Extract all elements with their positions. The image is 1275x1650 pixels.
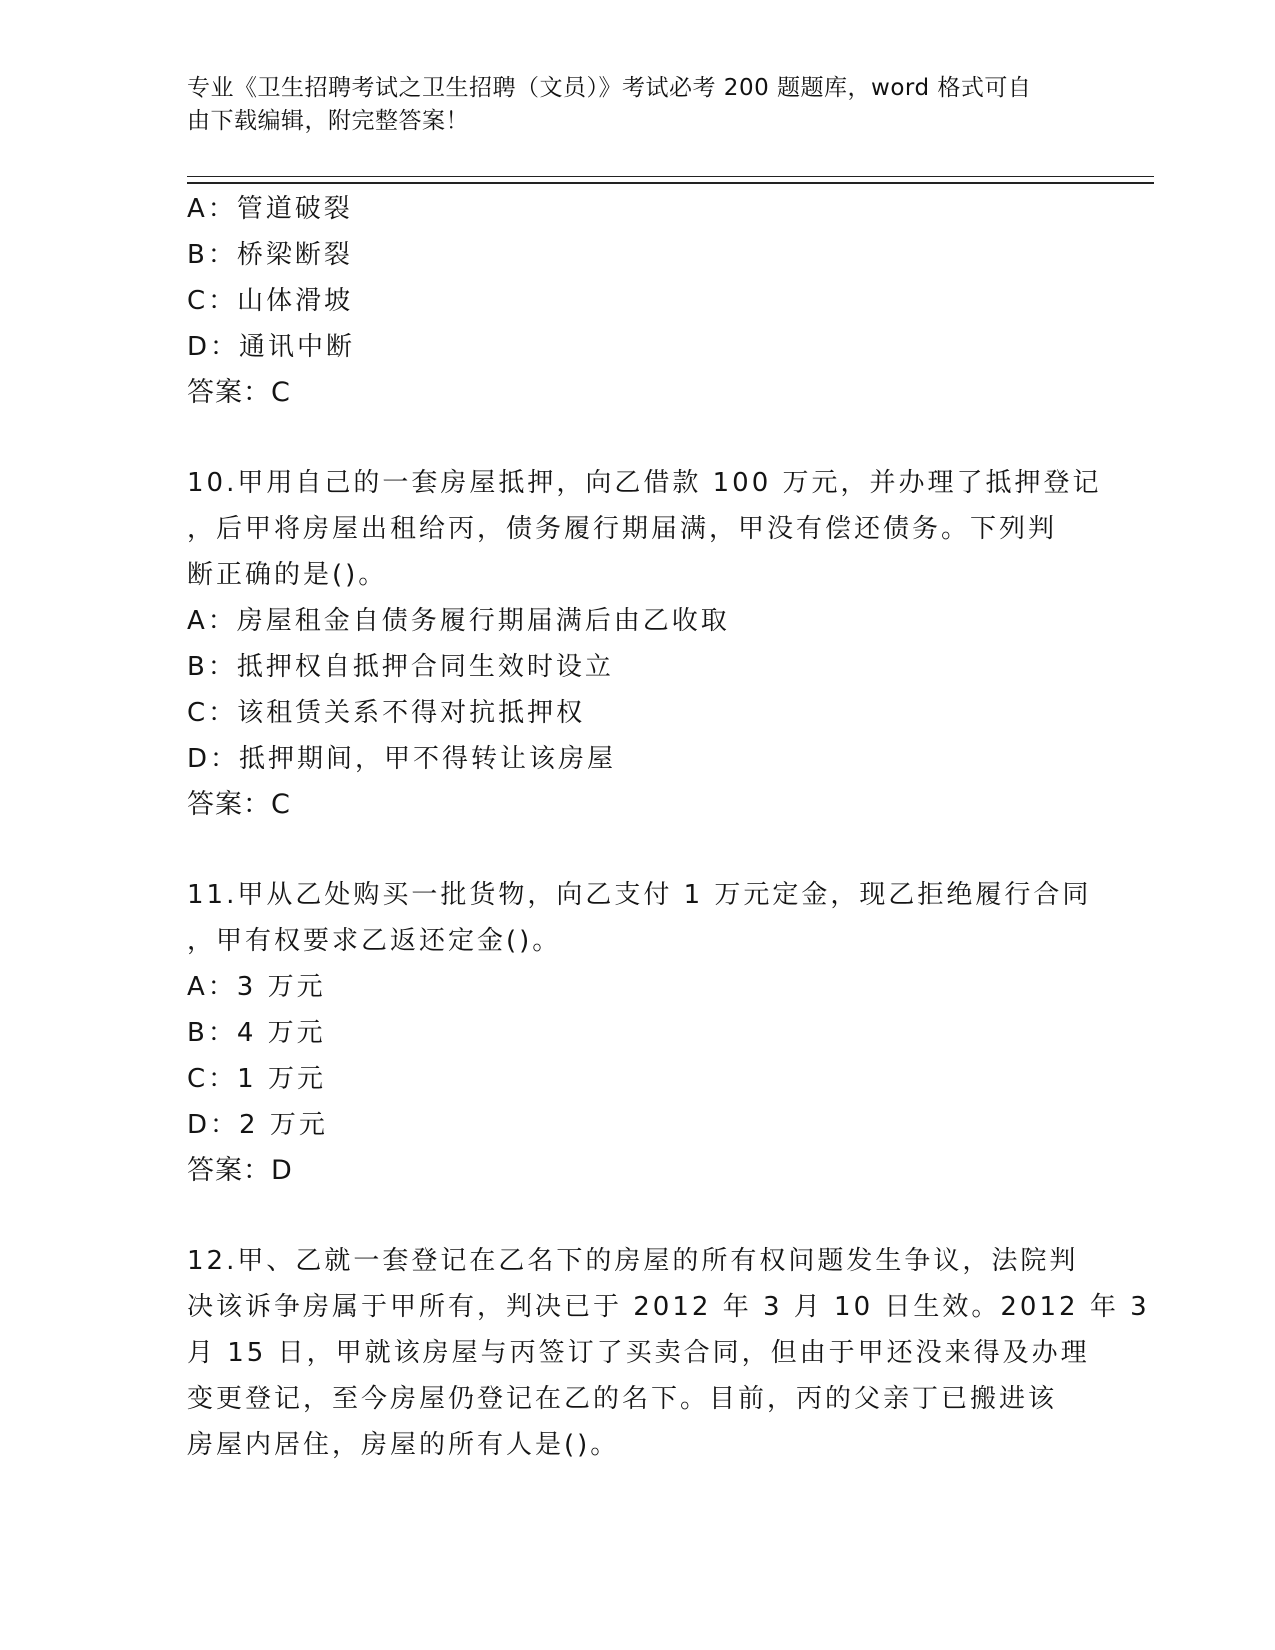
question-9	[187, 186, 1087, 416]
question-stem-line: ，后甲将房屋出租给丙，债务履行期届满，甲没有偿还债务。下列判	[187, 514, 1058, 544]
header-line-2: 由下载编辑，附完整答案！	[187, 108, 469, 134]
answer: 答案：C	[187, 789, 291, 820]
header-line-1: 专业《卫生招聘考试之卫生招聘（文员）》考试必考 200 题题库，word 格式可自	[187, 75, 1032, 101]
option-c: C：山体滑坡	[187, 286, 354, 316]
question-stem-line: 断正确的是()。	[187, 560, 388, 590]
option-d: D：抵押期间，甲不得转让该房屋	[187, 744, 617, 774]
option-b: B：4 万元	[187, 1018, 326, 1048]
option-a: A：房屋租金自债务履行期届满后由乙收取	[187, 606, 730, 636]
question-stem-line: 11.甲从乙处购买一批货物，向乙支付 1 万元定金，现乙拒绝履行合同	[187, 880, 1092, 910]
document-header	[187, 72, 1067, 138]
question-stem-line: 12.甲、乙就一套登记在乙名下的房屋的所有权问题发生争议，法院判	[187, 1246, 1079, 1276]
option-b: B：桥梁断裂	[187, 240, 353, 270]
question-stem-line: ，甲有权要求乙返还定金()。	[187, 926, 562, 956]
option-c: C：1 万元	[187, 1064, 326, 1094]
spacer	[187, 828, 1087, 872]
question-12	[187, 1238, 1150, 1468]
answer: 答案：D	[187, 1155, 293, 1186]
option-a: A：3 万元	[187, 972, 326, 1002]
spacer	[187, 1194, 1087, 1238]
question-stem-line: 变更登记，至今房屋仍登记在乙的名下。目前，丙的父亲丁已搬进该	[187, 1384, 1058, 1414]
question-stem-line: 10.甲用自己的一套房屋抵押，向乙借款 100 万元，并办理了抵押登记	[187, 468, 1102, 498]
question-stem-line: 决该诉争房属于甲所有，判决已于 2012 年 3 月 10 日生效。2012 年 3	[187, 1292, 1150, 1322]
spacer	[187, 416, 1087, 460]
header-divider	[187, 176, 1154, 184]
option-c: C：该租赁关系不得对抗抵押权	[187, 698, 586, 728]
answer: 答案：C	[187, 377, 291, 408]
option-d: D：通讯中断	[187, 332, 356, 362]
question-stem-line: 月 15 日，甲就该房屋与丙签订了买卖合同，但由于甲还没来得及办理	[187, 1338, 1090, 1368]
question-10	[187, 460, 1102, 828]
option-a: A：管道破裂	[187, 194, 353, 224]
question-11	[187, 872, 1092, 1194]
option-b: B：抵押权自抵押合同生效时设立	[187, 652, 614, 682]
question-stem-line: 房屋内居住，房屋的所有人是()。	[187, 1430, 620, 1460]
option-d: D：2 万元	[187, 1110, 328, 1140]
question-list	[187, 186, 1150, 1468]
